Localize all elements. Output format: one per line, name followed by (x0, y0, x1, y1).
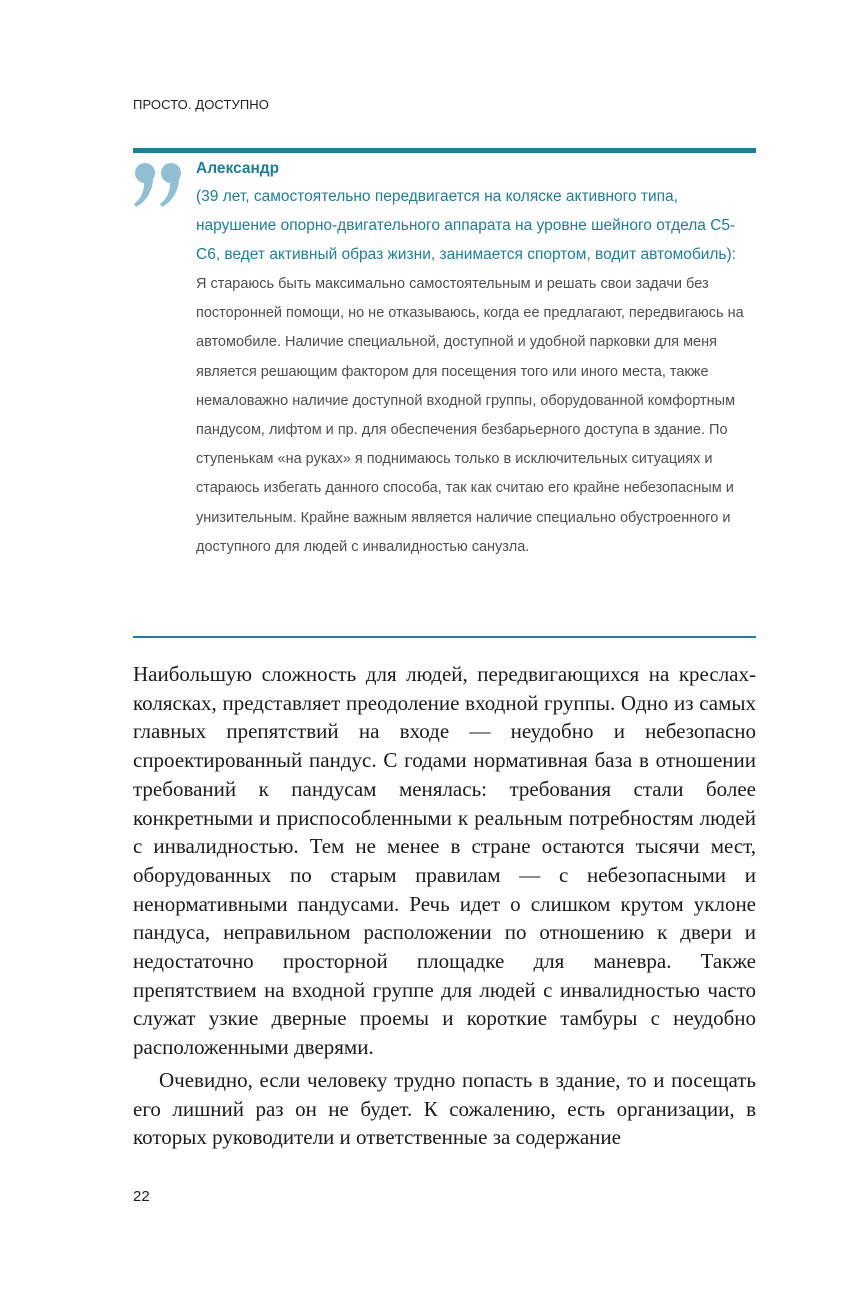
testimonial-author: Александр (196, 160, 280, 177)
testimonial-bottom-rule (133, 636, 756, 638)
main-text (133, 660, 756, 1152)
running-header: ПРОСТО. ДОСТУПНО (133, 97, 270, 112)
testimonial-content (196, 158, 756, 562)
testimonial-block (133, 148, 756, 638)
paragraph: Наибольшую сложность для людей, передвигающихся на креслах-колясках, представляет преодоление входной группы. Одно из самых главных препятствий на входе — неудобно и небезопасно спроектированный пандус. С годами нормативная база в отношении требований к пандусам менялась: требования стали более конкретными и приспособленными к реальным потребностям людей с инвалидностью. Тем не менее в стране остаются тысячи мест, оборудованных по старым правилам — с небезопасными и ненормативными пандусами. Речь идет о слишком крутом уклоне пандуса, неправильном расположении по отношению к двери и недостаточно просторной площадке для маневра. Также препятствием на входной группе для людей с инвалидностью часто служат узкие дверные проемы и короткие тамбуры с неудобно расположенными дверями. (133, 662, 756, 1060)
testimonial-author-details: (39 лет, самостоятельно передвигается на коляске активного типа, нарушение опорно-двигательного аппарата на уровне шейного отдела С5-С6, ведет активный образ жизни, занимается спортом, водит автомобиль): (196, 188, 736, 263)
page-number: 22 (133, 1188, 150, 1205)
testimonial-text: Я стараюсь быть максимально самостоятельным и решать свои задачи без посторонней помощи, но не отказываюсь, когда ее предлагают, передвигаюсь на автомобиле. Наличие специальной, доступной и удобной парковки для меня является решающим фактором для посещения того или иного места, также немаловажно наличие доступной входной группы, оборудованной комфортным пандусом, лифтом и пр. для обеспечения безбарьерного доступа в здание. По ступенькам «на руках» я поднимаюсь только в исключительных ситуациях и стараюсь избегать данного способа, так как считаю его крайне небезопасным и унизительным. Крайне важным является наличие специально обустроенного и доступного для людей с инвалидностью санузла. (196, 276, 744, 555)
quotation-mark-icon (133, 160, 185, 210)
testimonial-top-rule (133, 148, 756, 153)
paragraph: Очевидно, если человеку трудно попасть в здание, то и посещать его лишний раз он не будет. К сожалению, есть организации, в которых руководители и ответственные за содержание (133, 1067, 756, 1150)
